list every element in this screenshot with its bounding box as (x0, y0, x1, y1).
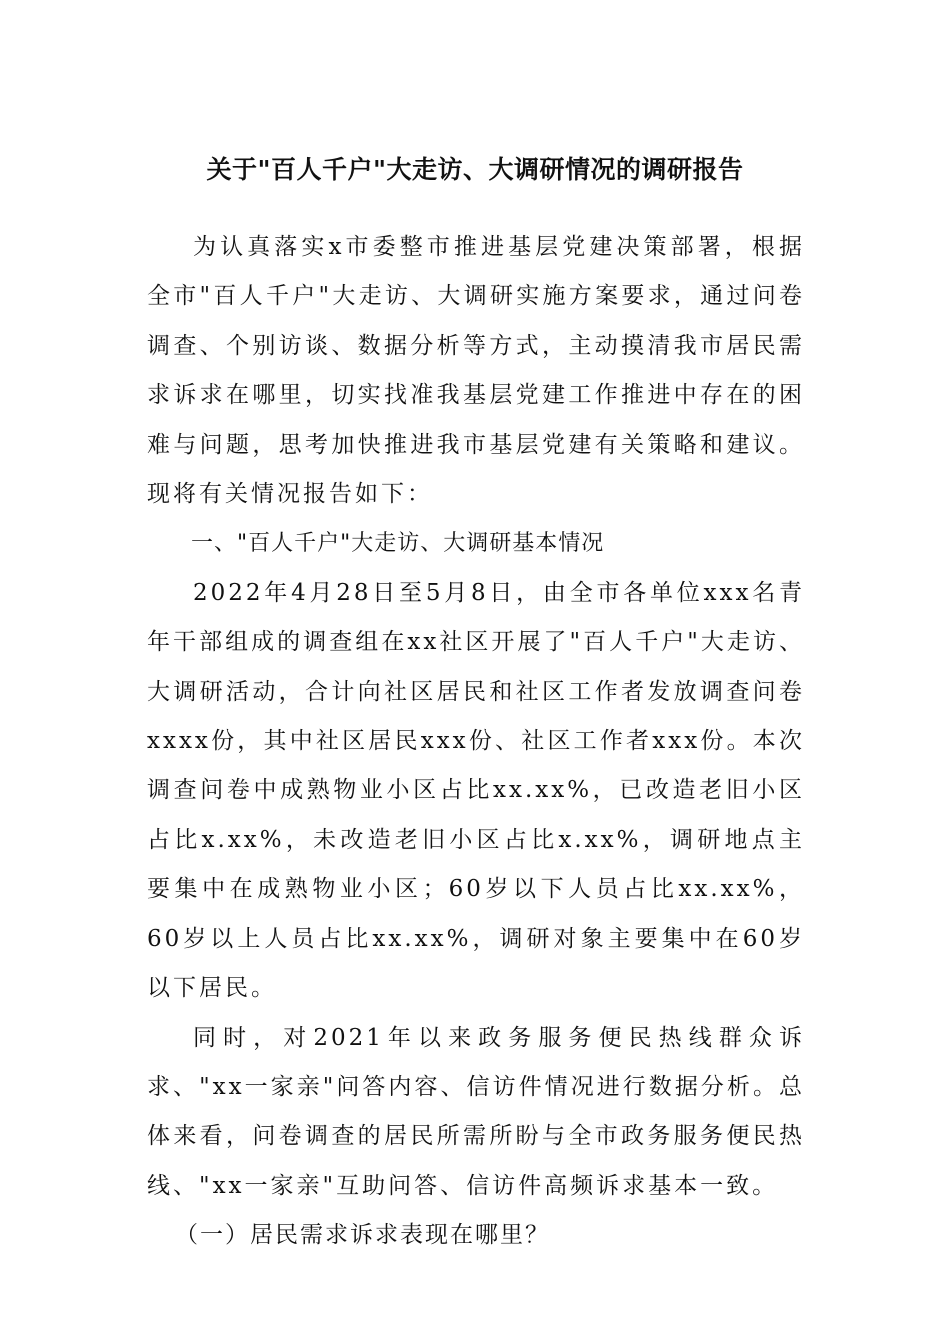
intro-paragraph: 为认真落实x市委整市推进基层党建决策部署，根据全市"百人千户"大走访、大调研实施方案要求，通过问卷调查、个别访谈、数据分析等方式，主动摸清我市居民需求诉求在哪里，切实找准我基层党建工作推进中存在的困难与问题，思考加快推进我市基层党建有关策略和建议。现将有关情况报告如下： (147, 234, 805, 508)
body-paragraph: 2022年4月28日至5月8日，由全市各单位xxx名青年干部组成的调查组在xx社区开展了"百人千户"大走访、大调研活动，合计向社区居民和社区工作者发放调查问卷xxxx份，其中社区居民xxx份、社区工作者xxx份。本次调查问卷中成熟物业小区占比xx.xx%，已改造老旧小区占比x.xx%，未改造老旧小区占比x.xx%，调研地点主要集中在成熟物业小区；60岁以下人员占比xx.xx%，60岁以上人员占比xx.xx%，调研对象主要集中在60岁以下居民。 (147, 579, 805, 1002)
document-title: 关于"百人千户"大走访、大调研情况的调研报告 (206, 155, 744, 184)
body-paragraph: 同时，对2021年以来政务服务便民热线群众诉求、"xx一家亲"问答内容、信访件情况进行数据分析。总体来看，问卷调查的居民所需所盼与全市政务服务便民热线、"xx一家亲"互助问答、信访件高频诉求基本一致。 (147, 1024, 805, 1199)
document-body (147, 223, 805, 1261)
subsection-heading: （一）居民需求诉求表现在哪里？ (175, 1222, 550, 1249)
section-heading: 一、"百人千户"大走访、大调研基本情况 (191, 531, 605, 557)
